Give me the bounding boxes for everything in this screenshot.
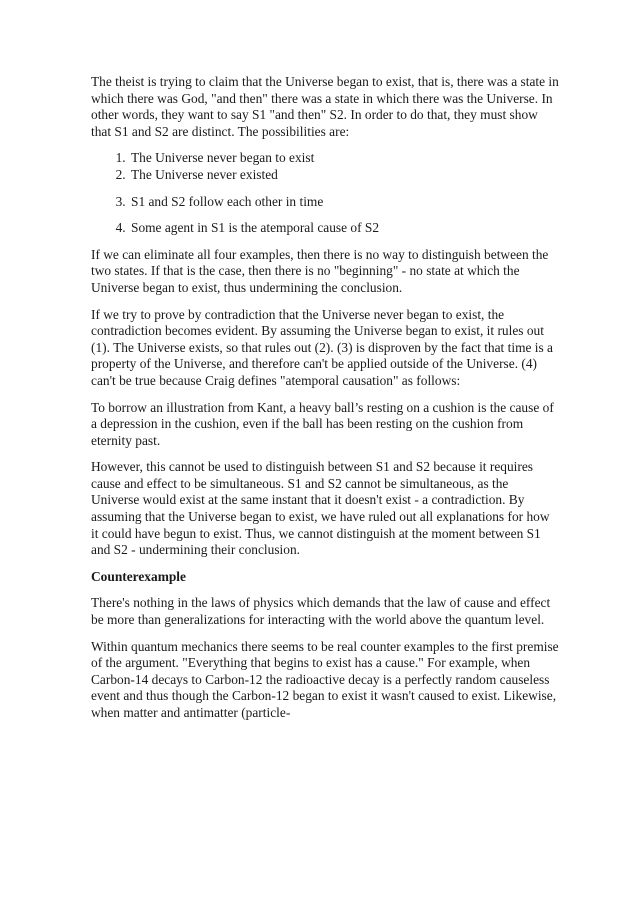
- counterexample-heading: Counterexample: [91, 568, 186, 584]
- document-page: [91, 74, 559, 732]
- possibilities-list: [91, 150, 559, 236]
- list-item: 1. The Universe never began to exist: [129, 150, 559, 167]
- list-item: 3. S1 and S2 follow each other in time: [129, 194, 559, 211]
- quantum-paragraph: Within quantum mechanics there seems to be real counter examples to the first premise of the argument. "Everything that begins to exist has a cause." For example, when Carbon-14 decays to Carbon-12 the radioactive decay is a perfectly random causeless event and thus though the Carbon-12 began to exist it wasn't caused to exist. Likewise, when matter and antimatter (particle-: [91, 638, 559, 720]
- eliminate-paragraph: If we can eliminate all four examples, then there is no way to distinguish between the two states. If that is the case, then there is no "beginning" - no state at which the Universe began to exist, thus undermining the conclusion.: [91, 246, 549, 295]
- list-item: 2. The Universe never existed: [129, 167, 559, 184]
- however-paragraph: However, this cannot be used to distinguish between S1 and S2 because it requires cause and effect to be simultaneous. S1 and S2 cannot be simultaneous, as the Universe would exist at the same instant that it doesn't exist - a contradiction. By assuming that the Universe began to exist, we have ruled out all explanations for how it could have begun to exist. Thus, we cannot distinguish at the moment between S1 and S2 - undermining their conclusion.: [91, 459, 550, 558]
- physics-paragraph: There's nothing in the laws of physics which demands that the law of cause and effect be more than generalizations for interacting with the world above the quantum level.: [91, 595, 551, 628]
- contradiction-paragraph: If we try to prove by contradiction that the Universe never began to exist, the contradiction becomes evident. By assuming the Universe began to exist, it rules out (1). The Universe exists, so that rules out (2). (3) is disproven by the fact that time is a property of the Universe, and therefore can't be applied outside of the Universe. (4) can't be true because Craig defines "atemporal causation" as follows:: [91, 306, 553, 388]
- kant-quote-paragraph: To borrow an illustration from Kant, a heavy ball’s resting on a cushion is the cause of a depression in the cushion, even if the ball has been resting on the cushion from eternity past.: [91, 399, 554, 448]
- list-item: 4. Some agent in S1 is the atemporal cause of S2: [129, 220, 559, 237]
- intro-paragraph: The theist is trying to claim that the Universe began to exist, that is, there was a state in which there was God, "and then" there was a state in which there was the Universe. In other words, they want to say S1 "and then" S2. In order to do that, they must show that S1 and S2 are distinct. The possibilities are:: [91, 74, 559, 139]
